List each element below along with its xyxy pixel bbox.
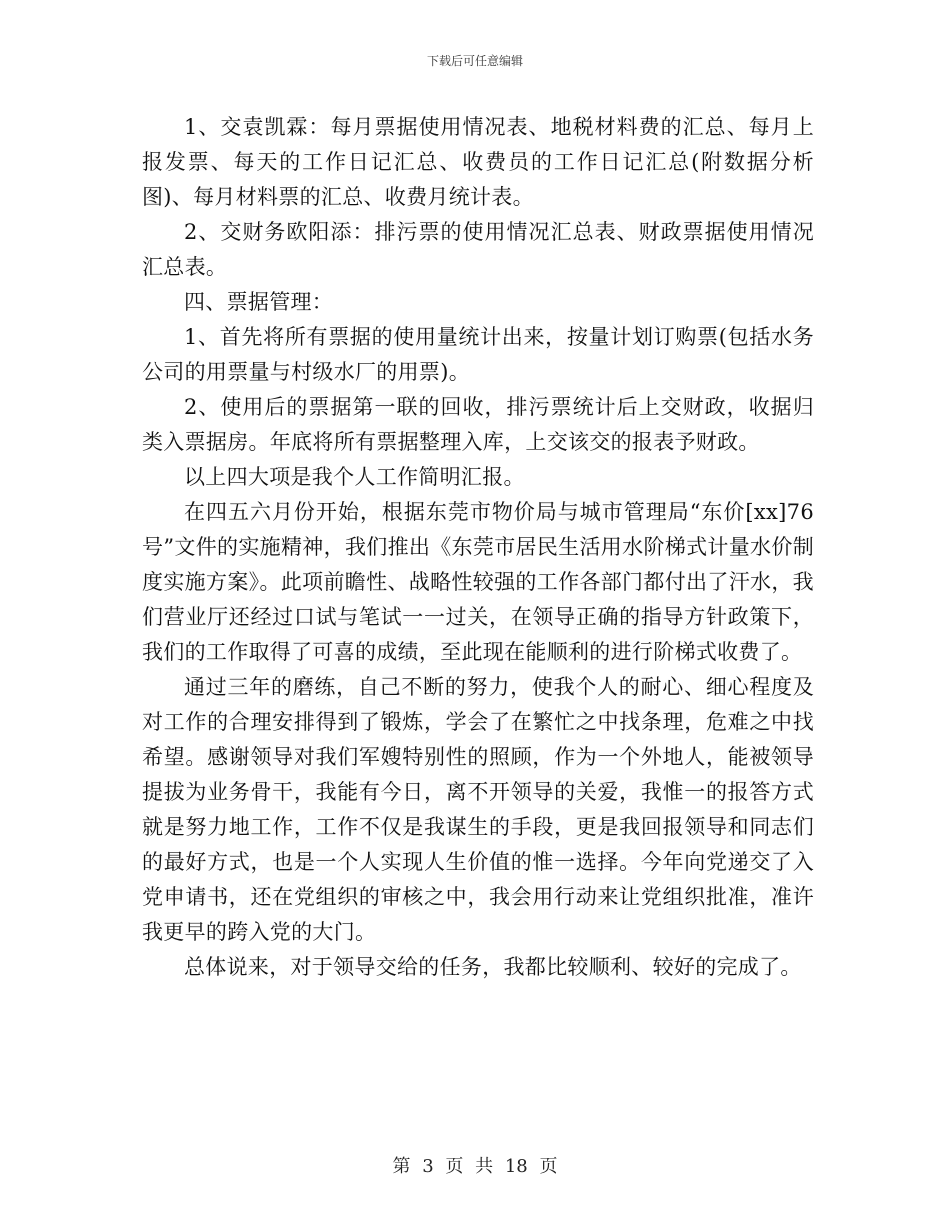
paragraph: 2、使用后的票据第一联的回收，排污票统计后上交财政，收据归类入票据房。年底将所有票据整理入库，上交该交的报表予财政。 — [142, 395, 814, 454]
paragraph: 2、交财务欧阳添：排污票的使用情况汇总表、财政票据使用情况汇总表。 — [142, 220, 814, 279]
paragraph: 以上四大项是我个人工作简明汇报。 — [184, 465, 525, 489]
paragraph: 在四五六月份开始，根据东莞市物价局与城市管理局“东价[xx]76号”文件的实施精神，我们推出《东莞市居民生活用水阶梯式计量水价制度实施方案》。此项前瞻性、战略性较强的工作各部门都付出了汗水，我们营业厅还经过口试与笔试一一过关，在领导正确的指导方针政策下，我们的工作取得了可喜的成绩，至此现在能顺利的进行阶梯式收费了。 — [142, 500, 814, 664]
document-body — [142, 110, 814, 985]
page-number-footer: 第 3 页 共 18 页 — [392, 1156, 558, 1177]
paragraph: 1、交袁凯霖：每月票据使用情况表、地税材料费的汇总、每月上报发票、每天的工作日记汇总、收费员的工作日记汇总(附数据分析图)、每月材料票的汇总、收费月统计表。 — [142, 115, 814, 209]
paragraph: 总体说来，对于领导交给的任务，我都比较顺利、较好的完成了。 — [184, 955, 802, 979]
paragraph: 1、首先将所有票据的使用量统计出来，按量计划订购票(包括水务公司的用票量与村级水厂的用票)。 — [142, 325, 814, 384]
section-heading: 四、票据管理： — [184, 290, 334, 314]
page-header-note: 下载后可任意编辑 — [426, 54, 523, 68]
paragraph: 通过三年的磨练，自己不断的努力，使我个人的耐心、细心程度及对工作的合理安排得到了锻炼，学会了在繁忙之中找条理，危难之中找希望。感谢领导对我们军嫂特别性的照顾，作为一个外地人，能被领导提拔为业务骨干，我能有今日，离不开领导的关爱，我惟一的报答方式就是努力地工作，工作不仅是我谋生的手段，更是我回报领导和同志们的最好方式，也是一个人实现人生价值的惟一选择。今年向党递交了入党申请书，还在党组织的审核之中，我会用行动来让党组织批准，准许我更早的跨入党的大门。 — [142, 675, 814, 944]
